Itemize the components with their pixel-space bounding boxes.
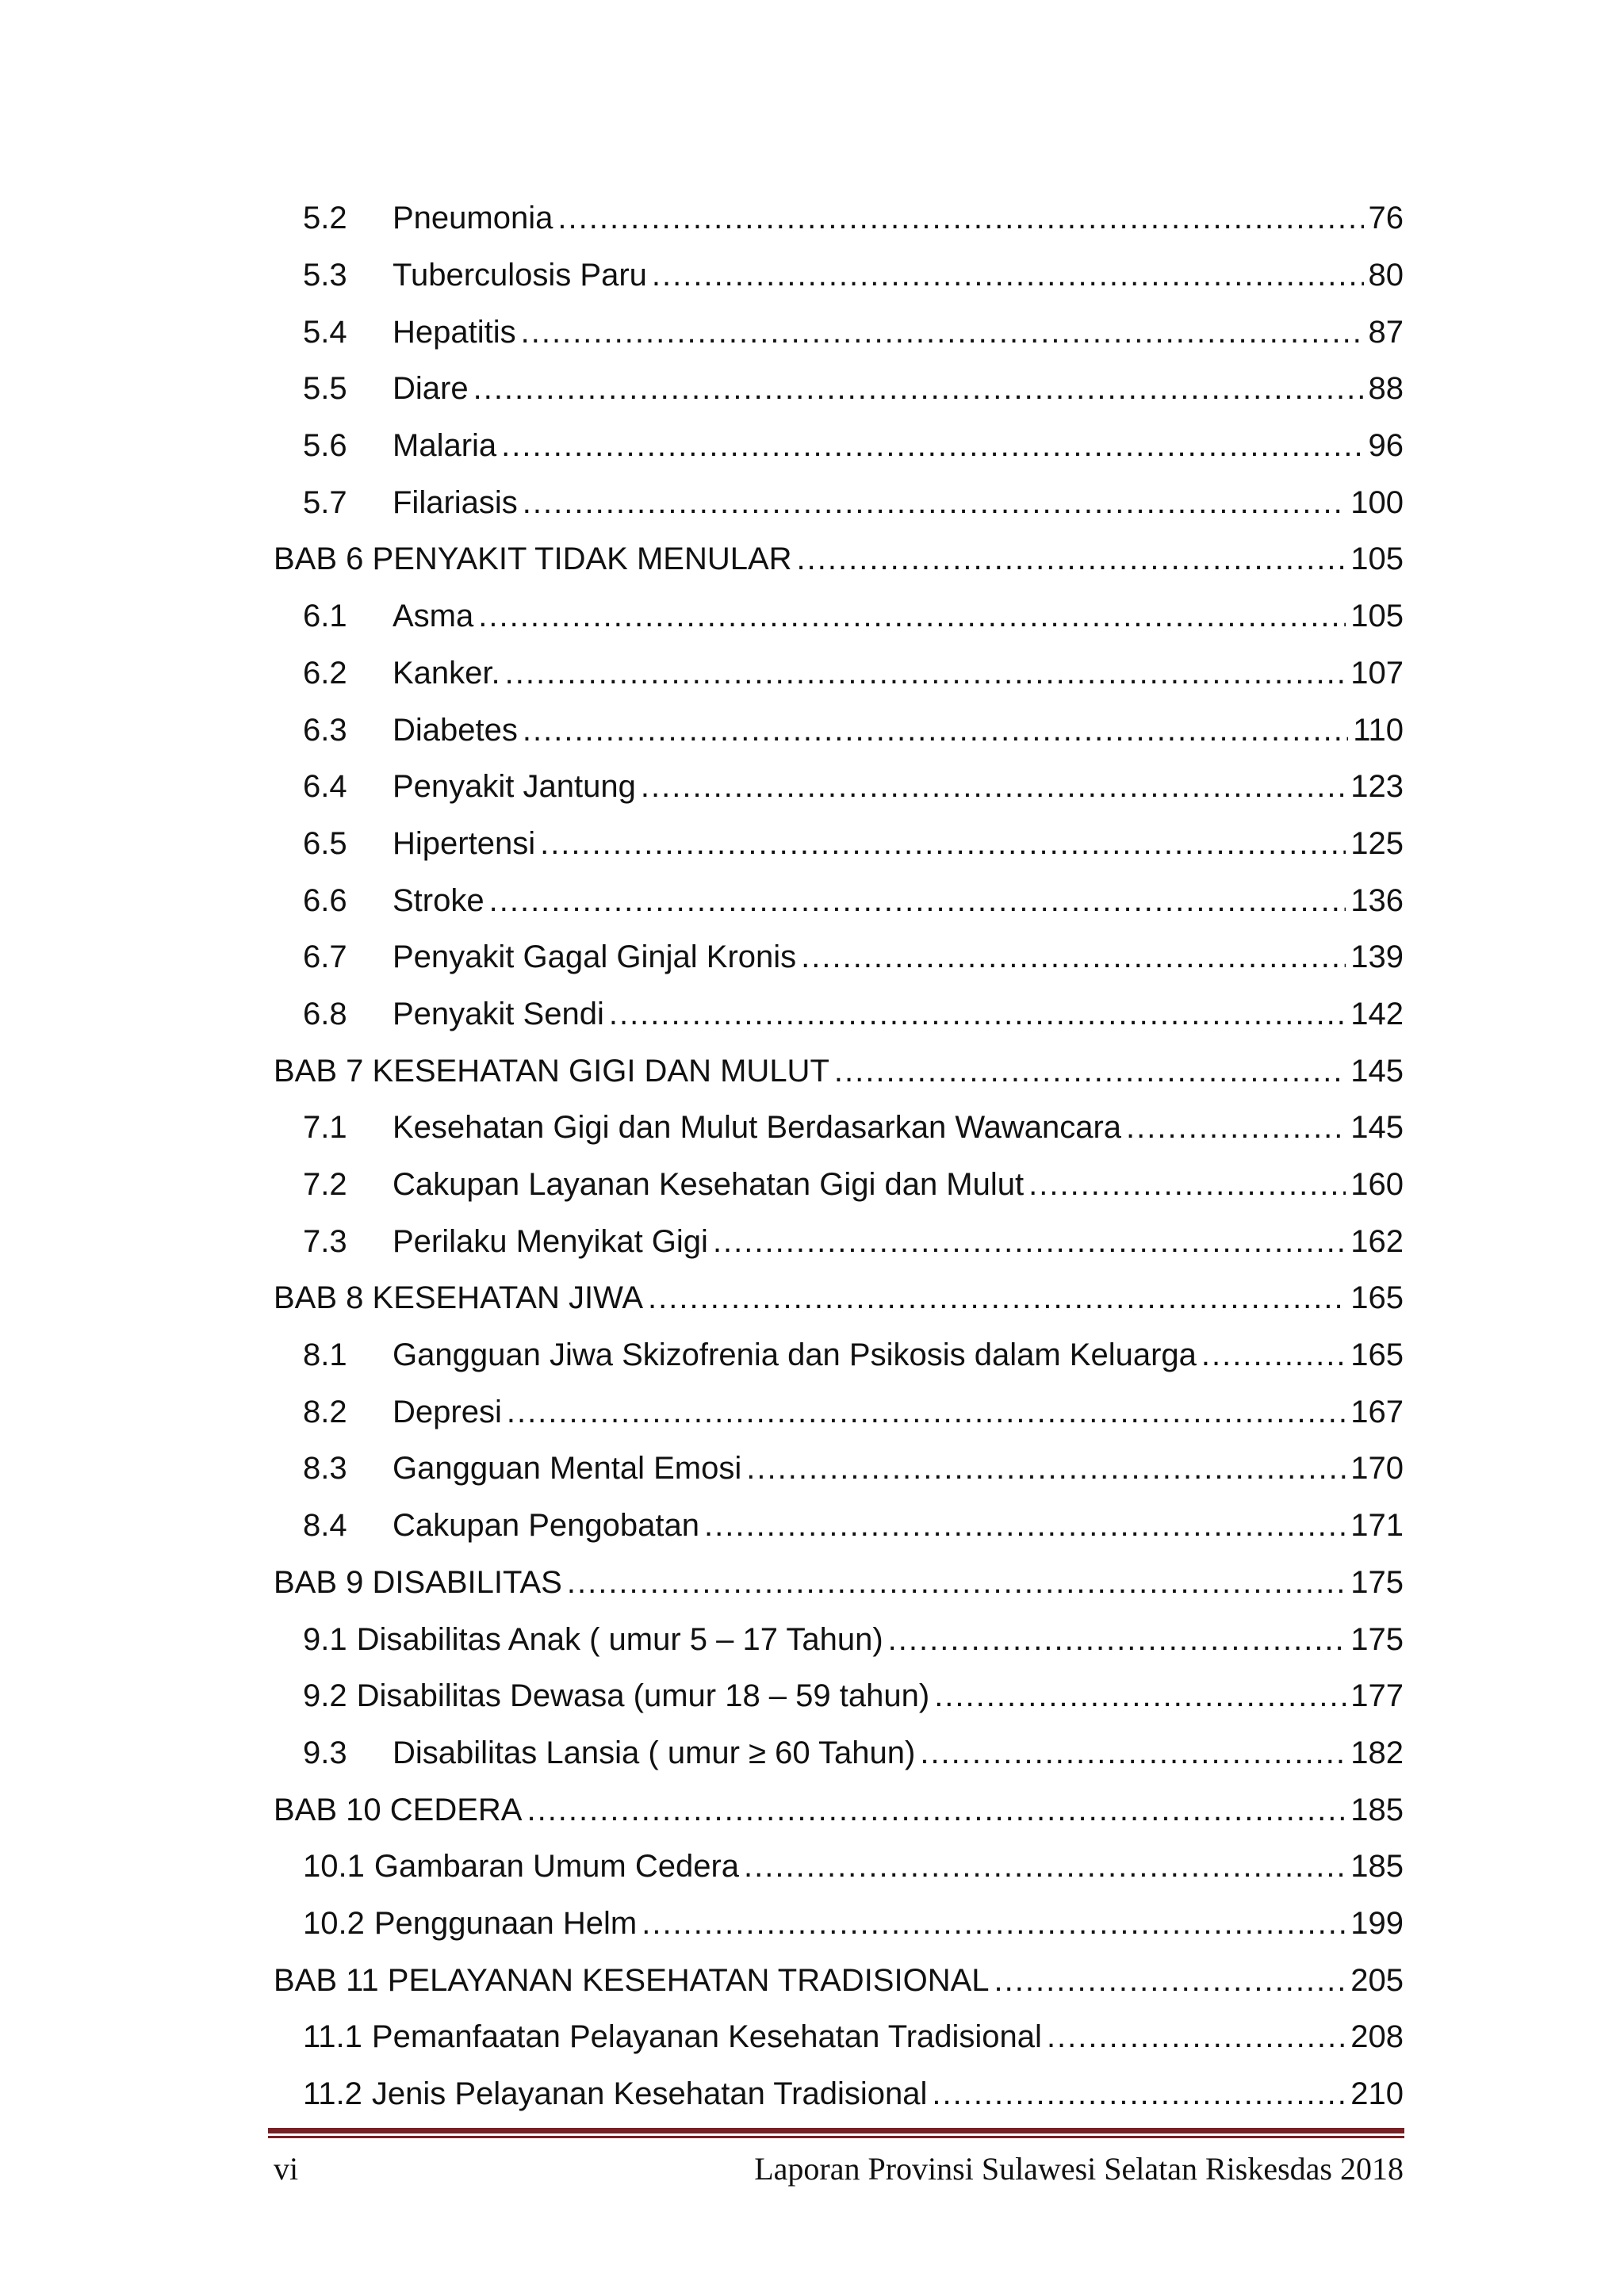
toc-entry-title: Filariasis bbox=[393, 484, 518, 520]
toc-page-number: 185 bbox=[1350, 1849, 1404, 1885]
toc-section-entry[interactable] bbox=[274, 588, 1404, 645]
toc-dot-leader bbox=[1201, 1337, 1346, 1373]
toc-section-number: 9.1 bbox=[303, 1621, 347, 1657]
toc-entry-title: Asma bbox=[393, 599, 474, 634]
toc-dot-leader bbox=[888, 1622, 1346, 1658]
toc-section-entry[interactable] bbox=[274, 872, 1404, 929]
toc-page-number: 208 bbox=[1350, 2019, 1404, 2055]
toc-chapter-entry[interactable] bbox=[274, 1781, 1404, 1839]
toc-section-number: 8.4 bbox=[303, 1508, 347, 1544]
toc-section-number: 9.2 bbox=[303, 1678, 347, 1714]
toc-entry-title: Perilaku Menyikat Gigi bbox=[393, 1223, 708, 1259]
toc-section-number: 10.2 bbox=[303, 1905, 365, 1941]
toc-entry-title: Disabilitas Anak ( umur 5 – 17 Tahun) bbox=[356, 1621, 883, 1657]
toc-section-number: 9.3 bbox=[303, 1735, 347, 1770]
toc-section-entry[interactable] bbox=[274, 986, 1404, 1043]
toc-section-number: 5.2 bbox=[303, 201, 347, 236]
toc-entry-title: Jenis Pelayanan Kesehatan Tradisional bbox=[371, 2076, 928, 2112]
toc-page-number: 100 bbox=[1350, 484, 1404, 520]
toc-section-number: 6.7 bbox=[303, 939, 347, 975]
toc-section-entry[interactable] bbox=[274, 1213, 1404, 1270]
toc-section-entry[interactable] bbox=[274, 702, 1404, 759]
toc-section-entry[interactable] bbox=[274, 1383, 1404, 1441]
toc-page-number: 125 bbox=[1350, 825, 1404, 861]
toc-entry-title: Hepatitis bbox=[393, 314, 516, 350]
toc-section-number: 5.7 bbox=[303, 484, 347, 520]
toc-section-number: 7.2 bbox=[303, 1167, 347, 1203]
toc-section-number: 10.1 bbox=[303, 1849, 365, 1885]
toc-dot-leader bbox=[834, 1054, 1346, 1089]
toc-entry-title: Pneumonia bbox=[393, 201, 553, 236]
toc-dot-leader bbox=[648, 1280, 1346, 1316]
toc-dot-leader bbox=[642, 1906, 1346, 1942]
toc-page-number: 175 bbox=[1350, 1564, 1404, 1600]
toc-dot-leader bbox=[523, 713, 1348, 748]
toc-section-entry[interactable] bbox=[274, 1839, 1404, 1896]
toc-dot-leader bbox=[994, 1963, 1346, 1999]
toc-page-number: 142 bbox=[1350, 996, 1404, 1031]
toc-page-number: 160 bbox=[1350, 1167, 1404, 1203]
toc-page-number: 162 bbox=[1350, 1223, 1404, 1259]
toc-dot-leader bbox=[744, 1849, 1346, 1885]
toc-dot-leader bbox=[557, 201, 1363, 236]
toc-dot-leader bbox=[540, 826, 1346, 862]
toc-entry-title: Kanker. bbox=[393, 655, 500, 691]
toc-entry-title: Depresi bbox=[393, 1394, 502, 1429]
toc-dot-leader bbox=[1126, 1110, 1346, 1146]
toc-section-number: 5.6 bbox=[303, 428, 347, 464]
footer-divider bbox=[268, 2128, 1404, 2139]
toc-page-number: 182 bbox=[1350, 1735, 1404, 1770]
toc-dot-leader bbox=[527, 1793, 1346, 1828]
toc-section-entry[interactable] bbox=[274, 1441, 1404, 1498]
toc-entry-title: Pemanfaatan Pelayanan Kesehatan Tradisional bbox=[371, 2019, 1042, 2055]
toc-chapter-entry[interactable] bbox=[274, 531, 1404, 588]
toc-page-number: 123 bbox=[1350, 769, 1404, 805]
toc-chapter-entry[interactable] bbox=[274, 1952, 1404, 2009]
toc-section-number: 6.8 bbox=[303, 996, 347, 1031]
toc-entry-title: Penyakit Sendi bbox=[393, 996, 604, 1031]
toc-section-entry[interactable] bbox=[274, 247, 1404, 304]
toc-entry-title: Gambaran Umum Cedera bbox=[373, 1849, 740, 1885]
toc-dot-leader bbox=[1028, 1167, 1346, 1203]
toc-section-entry[interactable] bbox=[274, 418, 1404, 475]
toc-page-number: 105 bbox=[1350, 541, 1404, 577]
toc-page-number: 87 bbox=[1368, 314, 1404, 350]
toc-page-number: 171 bbox=[1350, 1508, 1404, 1544]
table-of-contents bbox=[274, 190, 1404, 2122]
toc-page-number: 145 bbox=[1350, 1110, 1404, 1146]
toc-section-entry[interactable] bbox=[274, 1896, 1404, 1953]
toc-entry-title: Tuberculosis Paru bbox=[393, 258, 647, 293]
footer-divider-thin bbox=[268, 2136, 1404, 2138]
toc-entry-title: BAB 8 KESEHATAN JIWA bbox=[274, 1280, 644, 1316]
toc-page-number: 80 bbox=[1368, 258, 1404, 293]
toc-section-entry[interactable] bbox=[274, 2009, 1404, 2066]
toc-entry-title: Penggunaan Helm bbox=[373, 1905, 638, 1941]
toc-dot-leader bbox=[609, 997, 1346, 1032]
toc-page-number: 107 bbox=[1350, 655, 1404, 691]
toc-dot-leader bbox=[746, 1451, 1346, 1487]
toc-section-number: 5.5 bbox=[303, 371, 347, 407]
toc-page-number: 170 bbox=[1350, 1451, 1404, 1487]
toc-dot-leader bbox=[521, 315, 1364, 350]
toc-entry-title: BAB 10 CEDERA bbox=[274, 1792, 523, 1827]
toc-page-number: 96 bbox=[1368, 428, 1404, 464]
toc-page-number: 88 bbox=[1368, 371, 1404, 407]
toc-section-number: 6.3 bbox=[303, 712, 347, 748]
toc-dot-leader bbox=[801, 939, 1346, 975]
toc-page-number: 185 bbox=[1350, 1792, 1404, 1827]
toc-entry-title: Diare bbox=[393, 371, 469, 407]
toc-section-number: 8.1 bbox=[303, 1337, 347, 1373]
toc-dot-leader bbox=[507, 1395, 1346, 1430]
toc-section-number: 11.1 bbox=[303, 2019, 362, 2055]
toc-section-number: 6.2 bbox=[303, 655, 347, 691]
toc-section-entry[interactable] bbox=[274, 1668, 1404, 1725]
toc-section-entry[interactable] bbox=[274, 2066, 1404, 2123]
toc-entry-title: Cakupan Pengobatan bbox=[393, 1508, 699, 1544]
toc-dot-leader bbox=[704, 1508, 1346, 1544]
toc-dot-leader bbox=[920, 1735, 1346, 1771]
toc-dot-leader bbox=[932, 2076, 1346, 2112]
toc-section-entry[interactable] bbox=[274, 1725, 1404, 1782]
toc-page-number: 110 bbox=[1353, 712, 1404, 748]
toc-dot-leader bbox=[505, 656, 1346, 691]
toc-section-entry[interactable] bbox=[274, 1498, 1404, 1555]
toc-page-number: 136 bbox=[1350, 882, 1404, 918]
toc-entry-title: Hipertensi bbox=[393, 825, 536, 861]
toc-page-number: 165 bbox=[1350, 1337, 1404, 1373]
toc-section-entry[interactable] bbox=[274, 1157, 1404, 1214]
toc-dot-leader bbox=[501, 428, 1363, 464]
toc-page-number: 139 bbox=[1350, 939, 1404, 975]
toc-entry-title: Stroke bbox=[393, 882, 485, 918]
toc-entry-title: BAB 7 KESEHATAN GIGI DAN MULUT bbox=[274, 1053, 829, 1089]
footer-divider-thick bbox=[268, 2128, 1404, 2133]
footer-page-number: vi bbox=[274, 2151, 299, 2187]
toc-chapter-entry[interactable] bbox=[274, 1043, 1404, 1100]
toc-entry-title: BAB 9 DISABILITAS bbox=[274, 1564, 562, 1600]
toc-dot-leader bbox=[641, 769, 1346, 805]
toc-section-entry[interactable] bbox=[274, 190, 1404, 247]
toc-chapter-entry[interactable] bbox=[274, 1555, 1404, 1612]
toc-section-number: 7.3 bbox=[303, 1223, 347, 1259]
toc-section-entry[interactable] bbox=[274, 759, 1404, 816]
toc-dot-leader bbox=[478, 599, 1346, 634]
toc-dot-leader bbox=[489, 883, 1346, 919]
toc-page-number: 165 bbox=[1350, 1280, 1404, 1316]
toc-section-number: 6.5 bbox=[303, 825, 347, 861]
toc-entry-title: Gangguan Mental Emosi bbox=[393, 1451, 742, 1487]
toc-section-number: 7.1 bbox=[303, 1110, 347, 1146]
toc-dot-leader bbox=[652, 258, 1364, 293]
toc-section-entry[interactable] bbox=[274, 929, 1404, 986]
toc-dot-leader bbox=[797, 541, 1346, 577]
toc-entry-title: Diabetes bbox=[393, 712, 518, 748]
toc-entry-title: Penyakit Gagal Ginjal Kronis bbox=[393, 939, 797, 975]
toc-section-entry[interactable] bbox=[274, 645, 1404, 702]
toc-section-entry[interactable] bbox=[274, 1611, 1404, 1668]
toc-page-number: 105 bbox=[1350, 599, 1404, 634]
toc-section-number: 6.6 bbox=[303, 882, 347, 918]
toc-page-number: 177 bbox=[1350, 1678, 1404, 1714]
toc-page-number: 205 bbox=[1350, 1962, 1404, 1998]
toc-dot-leader bbox=[1047, 2019, 1346, 2055]
toc-section-entry[interactable] bbox=[274, 1100, 1404, 1157]
toc-section-number: 8.3 bbox=[303, 1451, 347, 1487]
toc-entry-title: Cakupan Layanan Kesehatan Gigi dan Mulut bbox=[393, 1167, 1025, 1203]
toc-page-number: 167 bbox=[1350, 1394, 1404, 1429]
toc-dot-leader bbox=[713, 1224, 1346, 1260]
toc-section-entry[interactable] bbox=[274, 361, 1404, 418]
toc-entry-title: BAB 6 PENYAKIT TIDAK MENULAR bbox=[274, 541, 792, 577]
toc-page-number: 76 bbox=[1368, 201, 1404, 236]
toc-chapter-entry[interactable] bbox=[274, 1270, 1404, 1327]
toc-section-number: 8.2 bbox=[303, 1394, 347, 1429]
toc-entry-title: Penyakit Jantung bbox=[393, 769, 636, 805]
toc-dot-leader bbox=[523, 485, 1346, 521]
toc-section-entry[interactable] bbox=[274, 474, 1404, 531]
toc-dot-leader bbox=[473, 371, 1364, 407]
toc-dot-leader bbox=[567, 1565, 1346, 1601]
toc-entry-title: Gangguan Jiwa Skizofrenia dan Psikosis dalam Keluarga bbox=[393, 1337, 1197, 1373]
toc-section-entry[interactable] bbox=[274, 1327, 1404, 1384]
toc-page-number: 199 bbox=[1350, 1905, 1404, 1941]
toc-entry-title: Malaria bbox=[393, 428, 497, 464]
toc-section-entry[interactable] bbox=[274, 816, 1404, 873]
toc-section-number: 11.2 bbox=[303, 2076, 362, 2112]
toc-section-number: 6.4 bbox=[303, 769, 347, 805]
toc-entry-title: Kesehatan Gigi dan Mulut Berdasarkan Wawancara bbox=[393, 1110, 1122, 1146]
toc-section-number: 5.3 bbox=[303, 258, 347, 293]
toc-section-entry[interactable] bbox=[274, 304, 1404, 361]
toc-section-number: 6.1 bbox=[303, 599, 347, 634]
toc-entry-title: BAB 11 PELAYANAN KESEHATAN TRADISIONAL bbox=[274, 1962, 990, 1998]
footer-report-title: Laporan Provinsi Sulawesi Selatan Riskesdas 2018 bbox=[754, 2151, 1404, 2187]
toc-section-number: 5.4 bbox=[303, 314, 347, 350]
toc-page-number: 145 bbox=[1350, 1053, 1404, 1089]
toc-page-number: 210 bbox=[1350, 2076, 1404, 2112]
toc-entry-title: Disabilitas Dewasa (umur 18 – 59 tahun) bbox=[356, 1678, 930, 1714]
toc-dot-leader bbox=[934, 1678, 1346, 1714]
toc-page-number: 175 bbox=[1350, 1621, 1404, 1657]
toc-entry-title: Disabilitas Lansia ( umur ≥ 60 Tahun) bbox=[393, 1735, 916, 1770]
